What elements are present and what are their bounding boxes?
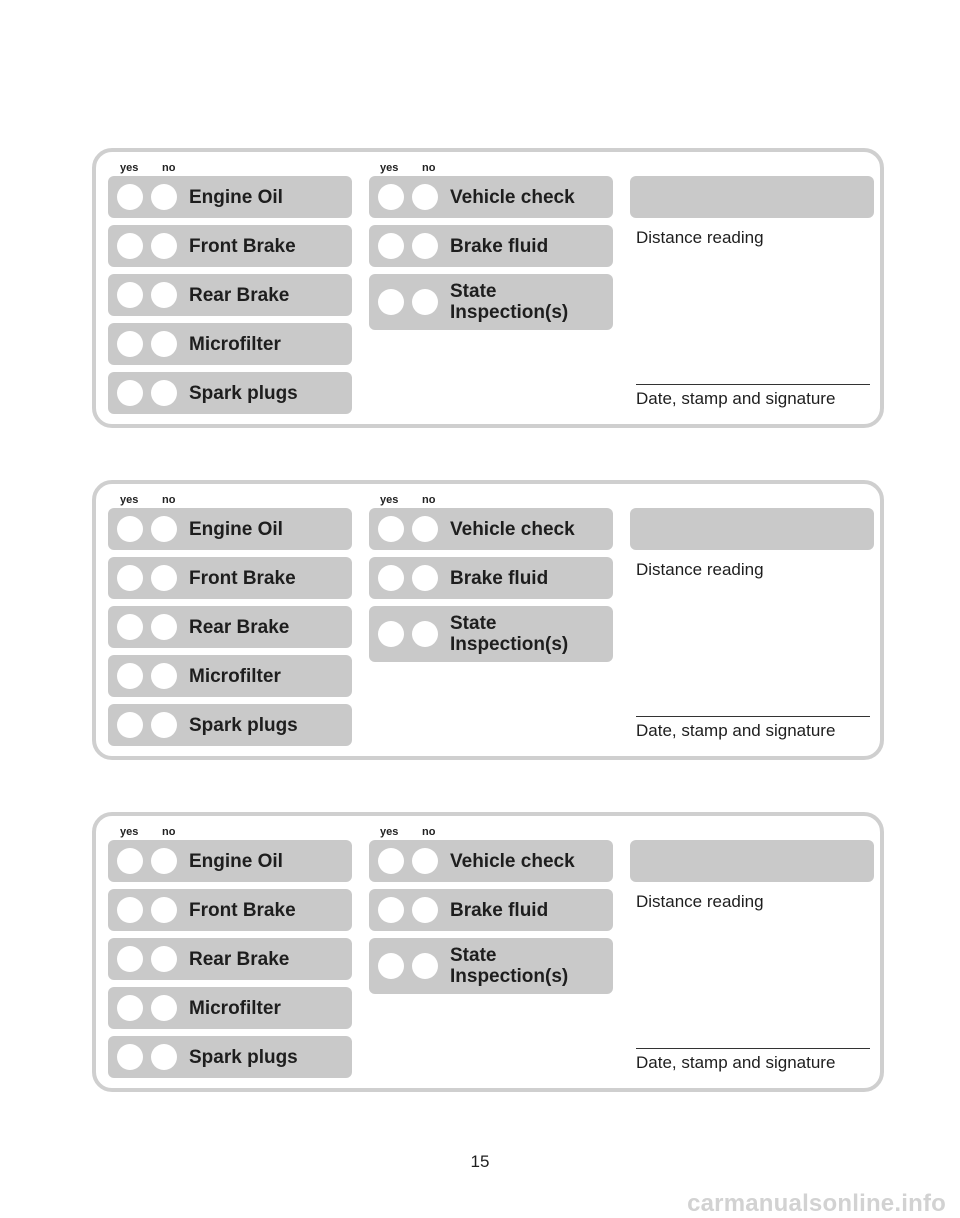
signature-label: Date, stamp and signature [636, 721, 836, 740]
check-item-microfilter [108, 987, 352, 1029]
no-checkbox[interactable] [151, 331, 177, 357]
check-item-microfilter [108, 323, 352, 365]
no-checkbox[interactable] [151, 946, 177, 972]
check-item-label: Engine Oil [189, 850, 283, 872]
yes-checkbox[interactable] [378, 516, 404, 542]
yes-header: yes [120, 162, 139, 174]
check-item-label: Engine Oil [189, 518, 283, 540]
check-item-label: Brake fluid [450, 899, 549, 921]
check-item-label: Vehicle check [450, 518, 575, 540]
check-item-label: State Inspection(s) [450, 281, 569, 323]
no-checkbox[interactable] [412, 289, 438, 315]
yes-header: yes [380, 494, 399, 506]
check-item-label: Spark plugs [189, 714, 298, 736]
check-item-label: Spark plugs [189, 1046, 298, 1068]
signature-line [636, 716, 870, 717]
check-item-vehicle-check [369, 176, 613, 218]
no-checkbox[interactable] [151, 712, 177, 738]
check-item-label: Spark plugs [189, 382, 298, 404]
yes-checkbox[interactable] [117, 516, 143, 542]
no-checkbox[interactable] [412, 516, 438, 542]
no-checkbox[interactable] [412, 233, 438, 259]
check-item-brake-fluid [369, 225, 613, 267]
distance-reading-label: Distance reading [636, 892, 764, 911]
yes-checkbox[interactable] [117, 331, 143, 357]
yes-no-header-left [120, 826, 175, 838]
distance-reading-field[interactable] [630, 176, 874, 218]
signature-label: Date, stamp and signature [636, 1053, 836, 1072]
no-checkbox[interactable] [151, 995, 177, 1021]
distance-reading-field[interactable] [630, 508, 874, 550]
no-header: no [162, 162, 176, 174]
check-item-microfilter [108, 655, 352, 697]
no-checkbox[interactable] [412, 897, 438, 923]
check-item-vehicle-check [369, 840, 613, 882]
no-checkbox[interactable] [151, 614, 177, 640]
no-checkbox[interactable] [151, 282, 177, 308]
yes-checkbox[interactable] [117, 712, 143, 738]
check-item-label: Rear Brake [189, 284, 290, 306]
check-item-rear-brake [108, 274, 352, 316]
yes-checkbox[interactable] [117, 848, 143, 874]
check-item-label: Rear Brake [189, 616, 290, 638]
check-item-rear-brake [108, 938, 352, 980]
yes-header: yes [120, 826, 139, 838]
check-item-label: State Inspection(s) [450, 945, 569, 987]
check-item-engine-oil [108, 840, 352, 882]
yes-checkbox[interactable] [378, 621, 404, 647]
no-checkbox[interactable] [151, 565, 177, 591]
service-record-panel-2 [92, 480, 884, 760]
yes-checkbox[interactable] [117, 282, 143, 308]
no-header: no [162, 826, 176, 838]
no-checkbox[interactable] [151, 1044, 177, 1070]
check-item-front-brake [108, 225, 352, 267]
no-checkbox[interactable] [412, 621, 438, 647]
distance-reading-label: Distance reading [636, 228, 764, 247]
no-checkbox[interactable] [151, 233, 177, 259]
yes-checkbox[interactable] [117, 663, 143, 689]
check-item-front-brake [108, 557, 352, 599]
signature-label: Date, stamp and signature [636, 389, 836, 408]
signature-line [636, 384, 870, 385]
check-item-label: Front Brake [189, 567, 296, 589]
check-item-label: Rear Brake [189, 948, 290, 970]
check-item-brake-fluid [369, 557, 613, 599]
no-checkbox[interactable] [151, 380, 177, 406]
check-item-label: Microfilter [189, 997, 281, 1019]
check-item-label: Front Brake [189, 899, 296, 921]
no-checkbox[interactable] [151, 848, 177, 874]
check-item-state-inspection [369, 606, 613, 662]
yes-checkbox[interactable] [117, 1044, 143, 1070]
yes-no-header-left [120, 162, 175, 174]
yes-no-header-middle [380, 494, 435, 506]
yes-checkbox[interactable] [117, 184, 143, 210]
yes-checkbox[interactable] [117, 614, 143, 640]
check-item-label: Front Brake [189, 235, 296, 257]
check-item-spark-plugs [108, 372, 352, 414]
no-header: no [422, 162, 436, 174]
check-item-label: Microfilter [189, 665, 281, 687]
check-item-vehicle-check [369, 508, 613, 550]
no-checkbox[interactable] [412, 848, 438, 874]
check-item-label: Microfilter [189, 333, 281, 355]
yes-checkbox[interactable] [378, 848, 404, 874]
no-checkbox[interactable] [151, 897, 177, 923]
yes-header: yes [380, 162, 399, 174]
service-record-panel-1 [92, 148, 884, 428]
yes-checkbox[interactable] [117, 995, 143, 1021]
check-item-state-inspection [369, 938, 613, 994]
check-item-engine-oil [108, 176, 352, 218]
no-checkbox[interactable] [151, 184, 177, 210]
page-number: 15 [470, 1152, 490, 1171]
yes-no-header-middle [380, 826, 435, 838]
yes-checkbox[interactable] [117, 946, 143, 972]
no-header: no [162, 494, 176, 506]
no-header: no [422, 494, 436, 506]
yes-no-header-left [120, 494, 175, 506]
check-item-label: Vehicle check [450, 850, 575, 872]
check-item-brake-fluid [369, 889, 613, 931]
check-item-state-inspection [369, 274, 613, 330]
yes-checkbox[interactable] [117, 897, 143, 923]
no-header: no [422, 826, 436, 838]
no-checkbox[interactable] [151, 516, 177, 542]
check-item-label: Vehicle check [450, 186, 575, 208]
no-checkbox[interactable] [412, 565, 438, 591]
check-item-label: Engine Oil [189, 186, 283, 208]
yes-checkbox[interactable] [117, 233, 143, 259]
check-item-label: Brake fluid [450, 567, 549, 589]
yes-header: yes [120, 494, 139, 506]
check-item-spark-plugs [108, 1036, 352, 1078]
yes-checkbox[interactable] [117, 565, 143, 591]
yes-checkbox[interactable] [378, 953, 404, 979]
check-item-rear-brake [108, 606, 352, 648]
distance-reading-field[interactable] [630, 840, 874, 882]
yes-checkbox[interactable] [378, 565, 404, 591]
yes-checkbox[interactable] [378, 233, 404, 259]
yes-no-header-middle [380, 162, 435, 174]
check-item-engine-oil [108, 508, 352, 550]
check-item-label: State Inspection(s) [450, 613, 569, 655]
yes-checkbox[interactable] [378, 289, 404, 315]
watermark: carmanualsonline.info [687, 1190, 946, 1217]
check-item-label: Brake fluid [450, 235, 549, 257]
service-record-panel-3 [92, 812, 884, 1092]
signature-line [636, 1048, 870, 1049]
yes-checkbox[interactable] [117, 380, 143, 406]
no-checkbox[interactable] [151, 663, 177, 689]
yes-checkbox[interactable] [378, 184, 404, 210]
yes-header: yes [380, 826, 399, 838]
yes-checkbox[interactable] [378, 897, 404, 923]
check-item-front-brake [108, 889, 352, 931]
no-checkbox[interactable] [412, 953, 438, 979]
no-checkbox[interactable] [412, 184, 438, 210]
check-item-spark-plugs [108, 704, 352, 746]
distance-reading-label: Distance reading [636, 560, 764, 579]
